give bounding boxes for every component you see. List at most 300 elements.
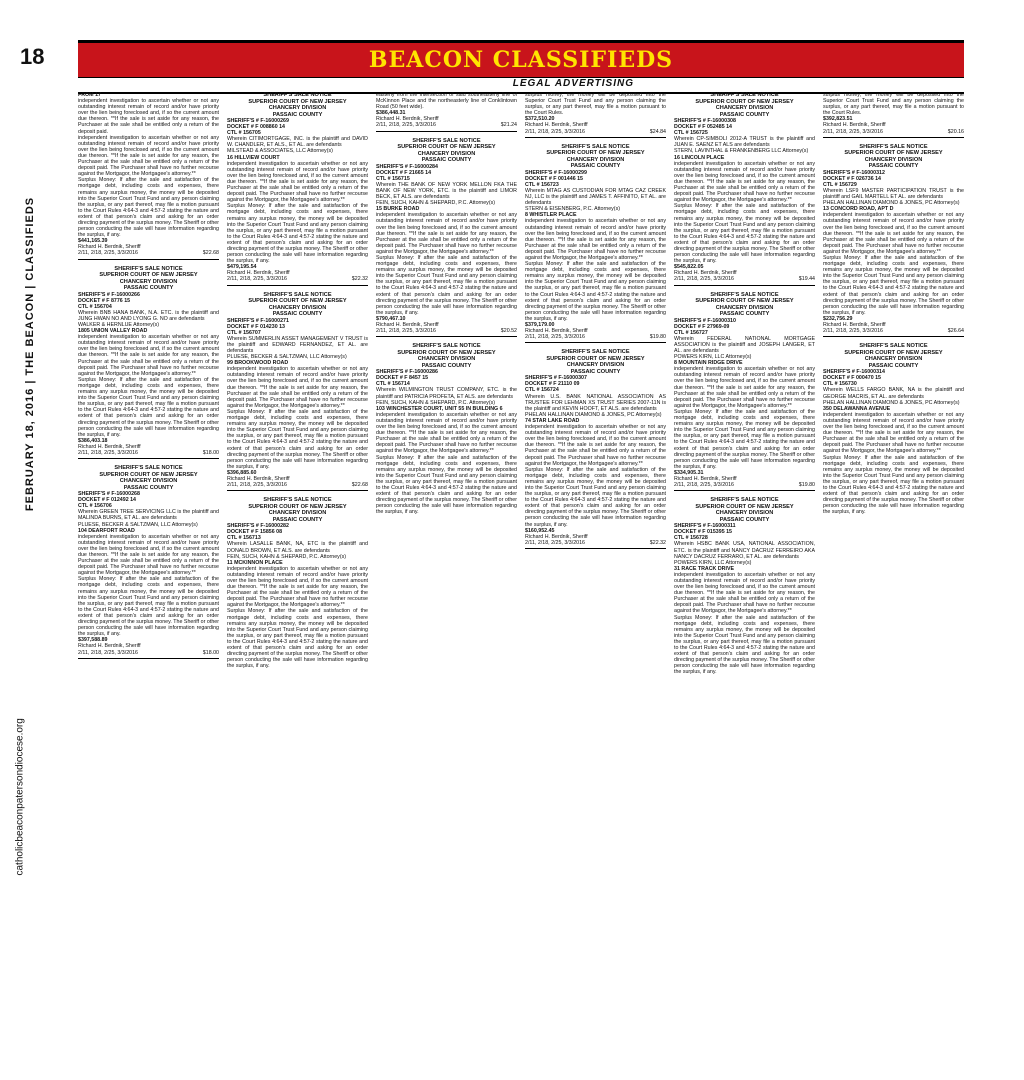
notice-header-line: SUPERIOR COURT OF NEW JERSEY	[248, 98, 347, 105]
publication-dates: 2/11, 2/18, 2/25, 3/3/2016	[525, 539, 585, 546]
notice-header-line: PASSAIC COUNTY	[719, 111, 770, 118]
publication-line	[525, 540, 666, 546]
notice-header-line: CHANCERY DIVISION	[417, 150, 476, 157]
notice-boilerplate: independent investigation to ascertain whether or not any outstanding interest remain of record and/or have priority over the lien being foreclosed and, if so the current amount due thereon. **If the sale is set aside for any reason, the Purchaser at the sale shall be entitled only a return of the deposit paid. The Purchaser shall have no further recourse against the Mortgagor, the Mortgagee's attorney.**	[525, 424, 666, 467]
notice-divider	[78, 458, 219, 459]
sheriff-signature: Richard H. Berdnik, Sheriff	[376, 322, 439, 328]
notice-id: CTL # 156729	[823, 181, 857, 188]
notice-id: SHERIFF'S # F-16000299	[525, 169, 587, 176]
property-address: 74 STAR LAKE ROAD	[525, 417, 580, 424]
notice-header-line: SHERIFF'S SALE NOTICE	[561, 143, 630, 150]
notice-header-line: CHANCERY DIVISION	[715, 510, 774, 517]
notice-header-line: SUPERIOR COURT OF NEW JERSEY	[695, 298, 794, 305]
notice-id: CTL # 156724	[525, 387, 559, 394]
publication-line	[227, 276, 368, 282]
publication-line	[823, 129, 964, 135]
notice-boilerplate: independent investigation to ascertain whether or not any outstanding interest remain of record and/or have priority over the lien being foreclosed and, if so the current amount due thereon. **If the sale is set aside for any reason, the Purchaser at the sale shall be entitled only a return of the deposit paid. The Purchaser shall have no further recourse against the Mortgagor, the Mortgagee's attorney.**	[376, 212, 517, 255]
approx-amount: $334,905.31	[674, 469, 704, 476]
sale-notice	[674, 497, 815, 675]
notice-divider	[376, 131, 517, 132]
notice-header-line: CHANCERY DIVISION	[119, 278, 178, 285]
notice-id: SHERIFF'S # F-16000311	[674, 523, 736, 530]
notice-header-line: PASSAIC COUNTY	[570, 368, 621, 375]
sheriff-signature: Richard H. Berdnik, Sheriff	[823, 122, 886, 129]
surplus-clause: Surplus Money: If after the sale and satisfaction of the mortgage debt, including costs and expenses, there remains any surplus money, the money will be deposited into the Superior Court Trust Fund and any person claiming the surplus, or any part thereof, may file a motion pursuant to the Court Rules 4:64-3 and 4:57-2 stating the nature and extent of that person's claim and asking for an order directing payment of the surplus money. The Sheriff or other person conducting the sale will have information regarding the surplus, if any.	[78, 376, 219, 438]
publication-dates: 2/11, 2/18, 2/25, 3/3/2016	[227, 482, 287, 489]
surplus-clause: Surplus Money: If after the sale and satisfaction of the mortgage debt, including costs and expenses, there remains any surplus money, the money will be deposited into the Superior Court Trust Fund and any person claiming the surplus, or any part thereof, may file a motion pursuant to the Court Rules 4:64-3 and 4:57-2 stating the nature and extent of that person's claim and asking for an order directing payment of the surplus money. The Sheriff or other person conducting the sale will have information regarding the surplus, if any.	[823, 254, 964, 316]
continued-from: FROM 17	[78, 92, 101, 98]
sale-notice	[674, 292, 815, 492]
notice-id: DOCKET # F 27969-09	[674, 323, 730, 330]
sale-notice	[674, 92, 815, 286]
publication-line	[376, 122, 517, 128]
notice-boilerplate: independent investigation to ascertain whether or not any outstanding interest remain of record and/or have priority over the lien being foreclosed and, if so the current amount due thereon. **If the sale is set aside for any reason, the Purchaser at the sale shall be entitled only a return of the deposit paid. The Purchaser shall have no further recourse against the Mortgagor, the Mortgagee's attorney.**	[78, 334, 219, 377]
notice-attorney: POWERS KIRN, LLC Attorney(s)	[674, 559, 752, 566]
notice-header-line: CHANCERY DIVISION	[268, 304, 327, 311]
notice-boilerplate: independent investigation to ascertain whether or not any outstanding interest remain of record and/or have priority over the lien being foreclosed and, if so the current amount due thereon. **If the sale is set aside for any reason, the Purchaser at the sale shall be entitled only a return of the deposit paid. The Purchaser shall have no further recourse against the Mortgagor, the Mortgagee's attorney.**	[674, 571, 815, 615]
notice-boilerplate: independent investigation to ascertain whether or not any outstanding interest remain of record and/or have priority over the lien being foreclosed and, if so the current amount due thereon. **If the sale is set aside for any reason, the Purchaser at the sale shall be entitled only a return of the deposit paid. The Purchaser shall have no further recourse against the Mortgagor, the Mortgagee's attorney.**	[823, 212, 964, 255]
publication-dates: 2/11, 2/18, 2/25, 3/3/2016	[823, 128, 883, 135]
surplus-clause: Surplus Money: If after the sale and satisfaction of the mortgage debt, including costs and expenses, there remains any surplus money, the money will be deposited into the Superior Court Trust Fund and any person claiming the surplus, or any part thereof, may file a motion pursuant to the Court Rules 4:64-3 and 4:57-2 stating the nature and extent of that person's claim and asking for an order directing payment of the surplus money. The Sheriff or other person conducting the sale will have information regarding the surplus, if any.	[525, 466, 666, 528]
publication-dates: 2/11, 2/18, 2/25, 3/3/2016	[823, 328, 883, 335]
notice-header-line: PASSAIC COUNTY	[421, 157, 472, 164]
approx-amount: $232,756.29	[823, 315, 853, 322]
notice-parties: Wherein FEDERAL NATIONAL MORTGAGE ASSOCIATION is the plaintiff and JOSEPH LANGER, ET AL. are defendants	[674, 335, 815, 354]
notice-id: DOCKET # F 052485 14	[674, 124, 732, 131]
publication-line	[674, 276, 815, 282]
notice-fee: $18.00	[202, 449, 219, 456]
notice-header-line: PASSAIC COUNTY	[272, 111, 323, 118]
sheriff-signature: Richard H. Berdnik, Sheriff	[525, 122, 588, 129]
property-address: 350 DELAWANNA AVENUE	[823, 405, 891, 412]
publication-dates: 2/11, 2/18, 2/25, 3/3/2016	[525, 128, 585, 135]
approx-amount: $160,952.45	[525, 527, 555, 534]
notice-id: SHERIFF'S # F-16000271	[227, 317, 289, 324]
notice-header-line: PASSAIC COUNTY	[719, 516, 770, 523]
notice-header-line: PASSAIC COUNTY	[272, 311, 323, 318]
notice-header-line: SHERIFF'S SALE NOTICE	[263, 92, 332, 98]
notice-parties: Wherein LSF9 MASTER PARTICIPATION TRUST is the plaintiff and GAIL MARTELL ET AL. are defendants	[823, 187, 964, 201]
notice-fee: $22.68	[202, 250, 219, 257]
notice-id: SHERIFF'S # F-16000308	[674, 118, 736, 124]
sheriff-signature: Richard H. Berdnik, Sheriff	[525, 533, 588, 540]
property-address: 11 MCKINNON PLACE	[227, 559, 283, 566]
notice-attorney: STERN & EISENBERG, P.C. Attorney(s)	[525, 206, 620, 213]
notice-header	[78, 465, 219, 491]
notice-divider	[376, 336, 517, 337]
publication-line	[227, 482, 368, 488]
notice-parties: surplus money, the money will be deposited into the Superior Court Trust Fund and any person claiming the surplus, or any part thereof, may file a motion pursuant to the Court Rules.	[525, 92, 666, 117]
notice-boilerplate: independent investigation to ascertain whether or not any outstanding interest remain of record and/or have priority over the lien being foreclosed and, if so the current amount due thereon. **If the sale is set aside for any reason, the Purchaser at the sale shall be entitled only a return of the deposit paid. The Purchaser shall have no further recourse against the Mortgagor, the Mortgagee's attorney.**	[227, 160, 368, 204]
side-rail	[18, 80, 44, 640]
notice-fee: $20.52	[500, 328, 517, 335]
notice-fee: $24.84	[649, 128, 666, 135]
notice-header-line: PASSAIC COUNTY	[570, 163, 621, 170]
surplus-clause: Surplus Money: If after the sale and satisfaction of the mortgage debt, including costs and expenses, there remains any surplus money, the money will be deposited into the Superior Court Trust Fund and any person claiming the surplus, or any part thereof, may file a motion pursuant to the Court Rules 4:64-3 and 4:57-2 stating the nature and extent of that person's claim and asking for an order directing payment of the surplus money. The Sheriff or other person conducting the sale will have information regarding the surplus, if any.	[376, 454, 517, 516]
property-address: 13 CONCORD ROAD, APT D	[823, 206, 894, 213]
sheriff-signature: Richard H. Berdnik, Sheriff	[674, 270, 737, 277]
approx-amount: $790,467.10	[376, 315, 406, 322]
notice-header-line: SHERIFF'S SALE NOTICE	[859, 143, 928, 150]
surplus-clause: Surplus Money: If after the sale and satisfaction of the mortgage debt, including costs and expenses, there remains any surplus money, the money will be deposited into the Superior Court Trust Fund and any person claiming the surplus, or any part thereof, may file a motion pursuant to the Court Rules 4:64-3 and 4:57-2 stating the nature and extent of that person's claim and asking for an order directing payment of the surplus money. The Sheriff or other person conducting the sale will have information regarding the surplus, if any.	[227, 608, 368, 670]
notice-id: DOCKET # F 000470 15	[823, 375, 881, 382]
column-6	[823, 92, 964, 1072]
notice-divider	[823, 137, 964, 138]
notice-header-line: PASSAIC COUNTY	[272, 516, 323, 523]
property-address: 16 HILLVIEW COURT	[227, 154, 280, 161]
notice-header-line: SUPERIOR COURT OF NEW JERSEY	[546, 355, 645, 362]
sheriff-signature: Richard H. Berdnik, Sheriff	[525, 328, 588, 335]
notice-attorney: PHELAN HALLINAN DIAMOND & JONES, PC Attorney(s)	[525, 411, 662, 418]
notice-id: SHERIFF'S # F-16000268	[78, 491, 140, 498]
notice-id: CTL # 156715	[376, 175, 410, 182]
notice-fee: $19.80	[649, 334, 666, 341]
notice-id: SHERIFF'S # F-16000312	[823, 169, 885, 176]
notice-header-line: PASSAIC COUNTY	[868, 163, 919, 170]
sale-notice	[376, 343, 517, 515]
sale-notice	[227, 292, 368, 492]
publication-line	[674, 482, 815, 488]
notice-header-line: CHANCERY DIVISION	[715, 105, 774, 111]
surplus-clause: Surplus Money: If after the sale and satisfaction of the mortgage debt, including costs and expenses, there remains any surplus money, the money will be deposited into the Superior Court Trust Fund and any person claiming the surplus, or any part thereof, may file a motion pursuant to the Court Rules 4:64-3 and 4:57-2 stating the nature and extent of that person's claim and asking for an order directing payment of the surplus money. The Sheriff or other person conducting the sale will have information regarding the surplus, if any.	[823, 454, 964, 516]
notice-boilerplate: independent investigation to ascertain whether or not any outstanding interest remain of record and/or have priority over the lien being foreclosed and, if so the current amount due thereon. **If the sale is set aside for any reason, the Purchaser at the sale shall be entitled only a return of the deposit paid. The Purchaser shall have no further recourse against the Mortgagor, the Mortgagee's attorney.**	[823, 411, 964, 455]
classifieds-banner	[78, 40, 964, 77]
notice-header	[78, 266, 219, 292]
publication-dates: 2/11, 2/18, 2/25, 3/3/2016	[227, 276, 287, 283]
surplus-clause: Surplus Money: If after the sale and satisfaction of the mortgage debt, including costs and expenses, there remains any surplus money, the money will be deposited into the Superior Court Trust Fund and any person claiming the surplus, or any part thereof, may file a motion pursuant to the Court Rules 4:64-3 and 4:57-2 stating the nature and extent of that person's claim and asking for an order directing payment of the surplus money. The Sheriff or other person conducting the sale will have information regarding the surplus, if any.	[78, 576, 219, 638]
notice-divider	[823, 336, 964, 337]
notice-id: SHERIFF'S # F-16000314	[823, 369, 885, 376]
notice-parties: Wherein CITIMORTGAGE, INC. is the plaintiff and DAVID W. CHANDLER, ET ALS., ET AL. are defendants	[227, 136, 368, 149]
notice-id: DOCKET # F 015395 15	[674, 529, 732, 536]
notice-fee: $22.32	[649, 539, 666, 546]
notice-header-line: CHANCERY DIVISION	[268, 510, 327, 517]
column-3	[376, 92, 517, 1072]
notice-id: CTL # 156713	[227, 535, 261, 542]
notice-boilerplate: independent investigation to ascertain whether or not any outstanding interest remain of record and/or have priority over the lien being foreclosed and, if so the current amount due thereon. **If the sale is set aside for any reason, the Purchaser at the sale shall be entitled only a return of the deposit paid. The Purchaser shall have no further recourse against the Mortgagor, the Mortgagee's attorney.**	[227, 366, 368, 409]
notice-header	[674, 292, 815, 318]
property-address: 31 RACE TRACK DRIVE	[674, 565, 735, 572]
notice-header	[227, 292, 368, 318]
notice-id: SHERIFF'S # F-16000282	[227, 523, 289, 530]
publication-dates: 2/11, 2/18, 2/25, 3/3/2016	[376, 328, 436, 335]
sheriff-signature: Richard H. Berdnik, Sheriff	[78, 244, 141, 251]
column-1	[78, 92, 219, 1072]
property-address: 16 LINCOLN PLACE	[674, 154, 725, 161]
sheriff-signature: Richard H. Berdnik, Sheriff	[376, 116, 439, 123]
publication-dates: 2/11, 2/18, 2/25, 3/3/2016	[674, 482, 734, 489]
notice-fee: $21.24	[500, 122, 517, 129]
notice-parties: Wherein CP-SIMBOLI 2012-A TRUST is the plaintiff and JUAN E. SAENZ ET ALS are defendants	[674, 136, 815, 149]
notice-id: CTL # 156728	[674, 535, 708, 542]
notice-id: DOCKET # F 001446 15	[525, 175, 583, 182]
notice-parties: Wherein WELLS FARGO BANK, NA is the plaintiff and GEORGE MACRIS, ET AL. are defendants	[823, 387, 964, 400]
notice-divider	[674, 285, 815, 286]
notice-address	[376, 406, 517, 412]
notice-header-line: CHANCERY DIVISION	[715, 304, 774, 311]
notice-parties: Wherein LASALLE BANK, NA, ETC is the plaintiff and DONALD BROWN, ET ALS. are defendants	[227, 541, 368, 554]
approx-amount: $479,195.54	[227, 264, 257, 271]
notice-header-line: SHERIFF'S SALE NOTICE	[114, 265, 183, 272]
notice-parties: Wherein GREEN TREE SERVICING LLC is the plaintiff and MALINDA BURNS, ET AL. are defendants	[78, 509, 219, 522]
notice-columns	[78, 92, 964, 1072]
notice-header-line: CHANCERY DIVISION	[417, 356, 476, 363]
sale-notice	[376, 92, 517, 132]
sale-notice	[823, 343, 964, 515]
publication-line	[376, 328, 517, 334]
property-address: 15 BURKE ROAD	[376, 206, 420, 213]
notice-fee: $22.68	[351, 482, 368, 489]
surplus-clause: Surplus Money: If after the sale and satisfaction of the mortgage debt, including costs and expenses, there remains any surplus money, the money will be deposited into the Superior Court Trust Fund and any person claiming the surplus, or any part thereof, may file a motion pursuant to the Court Rules 4:64-3 and 4:57-2 stating the nature and extent of that person's claim and asking for an order directing payment of the surplus money. The Sheriff or other person conducting the sale will have information regarding the surplus, if any.	[674, 408, 815, 470]
section-subtitle: LEGAL ADVERTISING	[512, 78, 634, 89]
notice-header	[376, 343, 517, 369]
notice-header-line: SHERIFF'S SALE NOTICE	[412, 137, 481, 144]
notice-parties: easterly from the intersection of said southeasterly line of McKinnon Place and the northeasterly line of Conklintown Road (50 feet wide).	[376, 92, 517, 111]
property-address: 103 WINCHESTER COURT, UNIT 55 IN BUILDING 6	[376, 405, 503, 412]
publication-dates: 2/11, 2/18, 2/25, 3/3/2016	[78, 449, 138, 456]
property-address: 8 WHISTLER PLACE	[525, 212, 577, 219]
notice-divider	[674, 490, 815, 491]
property-address: 99 BROOKWOOD ROAD	[227, 360, 289, 367]
publication-line	[823, 328, 964, 334]
notice-parties: Wherein U.S. BANK NATIONAL ASSOCIATION AS TRUSTEE FOR LEHMAN XS TRUST SERIES 2007-11N is the plaintiff and KEVIN HOOFT, ET ALS. are defendants	[525, 393, 666, 412]
publication-line	[525, 129, 666, 135]
notice-boilerplate: independent investigation to ascertain whether or not any outstanding interest remain of record and/or have priority over the lien being foreclosed and, if so the current amount due thereon. **If the sale is set aside for any reason, the Purchaser at the sale shall be entitled only a return of the deposit paid. The Purchaser shall have no further recourse against the Mortgagor, the Mortgagee's attorney.**	[674, 160, 815, 204]
notice-parties: Wherein SUMMERLIN ASSET MANAGEMENT V TRUST is the plaintiff and EDWARD FERNANDEZ, ET AL. are defendants	[227, 335, 368, 354]
approx-amount: $372,510.20	[525, 116, 555, 123]
notice-header-line: SHERIFF'S SALE NOTICE	[263, 291, 332, 298]
surplus-clause: Surplus Money: If after the sale and satisfaction of the mortgage debt, including costs and expenses, there remains any surplus money, the money will be deposited into the Superior Court Trust Fund and any person claiming the surplus, or any part thereof, may file a motion pursuant to the Court Rules 4:64-3 and 4:57-2 stating the nature and extent of that person's claim and asking for an order directing payment of the surplus money. The Sheriff or other person conducting the sale will have information regarding the surplus, if any.	[78, 177, 219, 239]
notice-attorney: STERN, LAVINTHAL & FRANKENBERG LLC Attorney(s)	[674, 148, 809, 155]
notice-header-line: SUPERIOR COURT OF NEW JERSEY	[695, 98, 794, 105]
notice-id: SHERIFF'S # F-16000310	[674, 317, 736, 324]
notice-id: DOCKET # F 21110 09	[525, 381, 580, 388]
surplus-clause: Surplus Money: If after the sale and satisfaction of the mortgage debt, including costs and expenses, there remains any surplus money, the money will be deposited into the Superior Court Trust Fund and any person claiming the surplus, or any part thereof, may file a motion pursuant to the Court Rules 4:64-3 and 4:57-2 stating the nature and extent of that person's claim and asking for an order directing payment of the surplus money. The Sheriff or other person conducting the sale will have information regarding the surplus, if any.	[376, 254, 517, 316]
notice-parties: Wherein BNB HANA BANK, N.A. ETC. is the plaintiff and JUNG HWAN NO AND LYONG G. NO are defendants	[78, 309, 219, 322]
notice-header	[525, 349, 666, 375]
notice-id: DOCKET # F 014230 13	[227, 323, 285, 330]
approx-amount: $397,588.89	[78, 637, 108, 644]
notice-id: SHERIFF'S # F-16000266	[78, 291, 140, 298]
notice-header-line: PASSAIC COUNTY	[421, 362, 472, 369]
notice-divider	[78, 658, 219, 659]
notice-id: CTL # 156730	[823, 381, 857, 388]
property-address: 104 DEARFORT ROAD	[78, 527, 135, 534]
notice-header-line: SUPERIOR COURT OF NEW JERSEY	[248, 298, 347, 305]
sale-notice	[823, 144, 964, 338]
notice-header-line: SHERIFF'S SALE NOTICE	[114, 465, 183, 472]
notice-divider	[525, 548, 666, 549]
surplus-clause: Surplus Money: If after the sale and satisfaction of the mortgage debt, including costs and expenses, there remains any surplus money, the money will be deposited into the Superior Court Trust Fund and any person claiming the surplus, or any part thereof, may file a motion pursuant to the Court Rules 4:64-3 and 4:57-2 stating the nature and extent of that person's claim and asking for an order directing payment of the surplus money. The Sheriff or other person conducting the sale will have information regarding the surplus, if any.	[674, 614, 815, 676]
notice-header-line: SUPERIOR COURT OF NEW JERSEY	[844, 150, 943, 157]
section-label: FEBRUARY 18, 2016 | THE BEACON | CLASSIFIEDS	[24, 196, 36, 512]
sheriff-signature: Richard H. Berdnik, Sheriff	[674, 475, 737, 482]
notice-id: DOCKET # F 21665 14	[376, 169, 432, 176]
notice-id: SHERIFF'S # F-16000307	[525, 375, 587, 382]
notice-header-line: CHANCERY DIVISION	[119, 478, 178, 485]
notice-header	[376, 138, 517, 164]
notice-fee: $19.44	[798, 276, 815, 283]
website-url[interactable]: catholicbeaconpatersondiocese.org	[14, 718, 26, 876]
notice-header-line: SHERIFF'S SALE NOTICE	[859, 343, 928, 350]
property-address: 1805 UNION VALLEY ROAD	[78, 328, 148, 335]
notice-id: CTL # 156705	[227, 130, 261, 137]
sale-notice	[823, 92, 964, 138]
notice-id: DOCKET # F 8457 15	[376, 375, 429, 382]
notice-boilerplate: independent investigation to ascertain whether or not any outstanding interest remain of record and/or have priority over the lien being foreclosed and, if so the current amount due thereon. **If the sale is set aside for any reason, the Purchaser at the sale shall be entitled only a return of the deposit paid. The Purchaser shall have no further recourse against the Mortgagor, the Mortgagee's attorney.**	[674, 366, 815, 409]
notice-id: CTL # 156725	[674, 130, 708, 137]
notice-boilerplate: independent investigation to ascertain whether or not any outstanding interest remain of record and/or have priority over the lien being foreclosed and, if so the current amount due thereon. **If the sale is set aside for any reason, the Purchaser at the sale shall be entitled only a return of the deposit paid. The Purchaser shall have no further recourse against the Mortgagor, the Mortgagee's attorney.**	[78, 533, 219, 577]
surplus-clause: Surplus Money: If after the sale and satisfaction of the mortgage debt, including costs and expenses, there remains any surplus money, the money will be deposited into the Superior Court Trust Fund and any person claiming the surplus, or any part thereof, may file a motion pursuant to the Court Rules 4:64-3 and 4:57-2 stating the nature and extent of that person's claim and asking for an order directing payment of the surplus money. The Sheriff or other person conducting the sale will have information regarding the surplus, if any.	[525, 261, 666, 322]
publication-line	[78, 450, 219, 456]
notice-header-line: CHANCERY DIVISION	[566, 362, 625, 369]
sale-notice	[525, 92, 666, 138]
notice-fee: $20.16	[947, 128, 964, 135]
approx-amount: $545,822.05	[674, 264, 704, 271]
approx-amount: $386,403.18	[78, 437, 108, 444]
notice-attorney: MILSTEAD & ASSOCIATES, LLC Attorney(s)	[227, 148, 333, 155]
notice-header-line: SUPERIOR COURT OF NEW JERSEY	[99, 272, 198, 279]
page-number: 18	[20, 44, 45, 69]
notice-attorney: WALKER & HERNLUE Attorney(s)	[78, 322, 160, 328]
notice-header-line: CHANCERY DIVISION	[566, 156, 625, 163]
notice-header	[674, 497, 815, 523]
notice-id: DOCKET # F 15856 08	[227, 529, 283, 536]
notice-id: DOCKET # F 026736 14	[823, 175, 881, 182]
publication-dates: 2/11, 2/18, 2/25, 3/3/2016	[78, 649, 138, 656]
sheriff-signature: Richard H. Berdnik, Sheriff	[78, 443, 141, 450]
publication-dates: 2/11, 2/18, 2/25, 3/3/2016	[525, 334, 585, 341]
publication-line	[525, 334, 666, 340]
notice-header-line: SHERIFF'S SALE NOTICE	[561, 349, 630, 356]
notice-parties: Wherein WILMINGTON TRUST COMPANY, ETC. is the plaintiff and PATRICIA PROFETA, ET ALS. are defendants	[376, 387, 517, 400]
notice-header-line: SHERIFF'S SALE NOTICE	[412, 343, 481, 350]
column-2	[227, 92, 368, 1072]
notice-header-line: SUPERIOR COURT OF NEW JERSEY	[397, 349, 496, 356]
sale-notice	[227, 92, 368, 286]
notice-header-line: SUPERIOR COURT OF NEW JERSEY	[248, 503, 347, 510]
approx-amount: $386,448.31	[376, 110, 406, 117]
notice-boilerplate: independent investigation to ascertain whether or not any outstanding interest remain of record and/or have priority over the lien being foreclosed and, if so the current amount due thereon. **If the sale is set aside for any reason, the Purchaser at the sale shall be entitled only a return of the deposit paid. The Purchaser shall have no further recourse against the Mortgagor, the Mortgagee's attorney.**	[376, 411, 517, 455]
notice-attorney: PLUESE, BECKER & SALTZMAN, LLC Attorney(s)	[227, 354, 347, 361]
notice-header-line: CHANCERY DIVISION	[864, 356, 923, 363]
publication-dates: 2/11, 2/18, 2/25, 3/3/2016	[674, 276, 734, 283]
notice-header-line: CHANCERY DIVISION	[864, 156, 923, 163]
notice-header-line: SUPERIOR COURT OF NEW JERSEY	[546, 150, 645, 157]
approx-amount: $392,823.51	[823, 116, 853, 123]
notice-attorney: PHELAN HALLINAN DIAMOND & JONES, PC Attorney(s)	[823, 399, 960, 406]
notice-divider	[227, 490, 368, 491]
notice-id: SHERIFF'S # F-16000269	[227, 118, 289, 124]
publication-line	[78, 650, 219, 656]
notice-id: DOCKET # F 8776 15	[78, 297, 131, 304]
notice-header	[525, 144, 666, 170]
sale-notice	[78, 266, 219, 460]
notice-header-line: SHERIFF'S SALE NOTICE	[263, 497, 332, 504]
notice-id: CTL # 156706	[78, 503, 112, 510]
notice-id: SHERIFF'S # F-16000286	[376, 369, 438, 376]
sale-notice	[525, 349, 666, 549]
notice-header-line: PASSAIC COUNTY	[123, 285, 174, 292]
notice-attorney: FEIN, SUCH, KAHN & SHEPARD, P.C. Attorney(s)	[376, 200, 496, 207]
notice-attorney: FEIN, SUCH, KAHN & SHEPARD, P.C. Attorney(s)	[227, 553, 347, 560]
notice-header-line: SUPERIOR COURT OF NEW JERSEY	[695, 503, 794, 510]
notice-id: SHERIFF'S # F-16000284	[376, 163, 438, 170]
notice-boilerplate: independent investigation to ascertain whether or not any outstanding interest remain of record and/or have priority over the lien being foreclosed and, if so the current amount due thereon. **If the sale is set aside for any reason, the Purchaser at the sale shall be entitled only a return of the deposit paid. The Purchaser shall have no further recourse against the Mortgagor, the Mortgagee's attorney.**	[78, 134, 219, 178]
sheriff-signature: Richard H. Berdnik, Sheriff	[227, 270, 290, 277]
notice-text: independent investigation to ascertain whether or not any outstanding interest remain of record and/or have priority over the lien being foreclosed and, if so the current amount due thereon. **If the sale is set aside for any reason, the Purchaser at the sale shall be entitled only a return of the deposit paid.	[78, 98, 219, 135]
notice-header-line: SUPERIOR COURT OF NEW JERSEY	[397, 144, 496, 151]
notice-header-line: SUPERIOR COURT OF NEW JERSEY	[844, 349, 943, 356]
banner-title: BEACON CLASSIFIEDS	[368, 47, 674, 73]
column-4	[525, 92, 666, 1072]
notice-divider	[525, 342, 666, 343]
notice-divider	[525, 137, 666, 138]
approx-amount: $441,165.39	[78, 238, 108, 245]
approx-amount: $379,179.00	[525, 322, 555, 328]
publication-dates: 2/11, 2/18, 2/25, 3/3/2016	[376, 122, 436, 129]
publication-line	[78, 250, 219, 256]
surplus-clause: Surplus Money: If after the sale and satisfaction of the mortgage debt, including costs and expenses, there remains any surplus money, the money will be deposited into the Superior Court Trust Fund and any person claiming the surplus, or any part thereof, may file a motion pursuant to the Court Rules 4:64-3 and 4:57-2 stating the nature and extent of that person's claim and asking for an order directing payment of the surplus money. The Sheriff or other person conducting the sale will have information regarding the surplus, if any.	[674, 203, 815, 265]
notice-fee: $18.00	[202, 649, 219, 656]
notice-header-line: SUPERIOR COURT OF NEW JERSEY	[99, 471, 198, 478]
sale-notice	[525, 144, 666, 344]
notice-header	[674, 92, 815, 118]
notice-fee: $26.64	[947, 328, 964, 335]
sale-notice	[227, 497, 368, 669]
surplus-clause: Surplus Money: If after the sale and satisfaction of the mortgage debt, including costs and expenses, there remains any surplus money, the money will be deposited into the Superior Court Trust Fund and any person claiming the surplus, or any part thereof, may file a motion pursuant to the Court Rules 4:64-3 and 4:57-2 stating the nature and extent of that person's claim and asking for an order directing payment of the surplus money. The Sheriff or other person conducting the sale will have information regarding the surplus, if any.	[227, 203, 368, 265]
notice-divider	[227, 285, 368, 286]
notice-attorney: PLUESE, BECKER & SALTZMAN, LLC Attorney(s)	[78, 521, 198, 528]
notice-id: DOCKET # F 008860 14	[227, 124, 285, 131]
notice-divider	[78, 259, 219, 260]
property-address: 8 MOUNTAIN RIDGE DRIVE	[674, 360, 743, 367]
notice-attorney: PHELAN HALLINAN DIAMOND & JONES, PC Attorney(s)	[823, 200, 960, 207]
notice-header-line: PASSAIC COUNTY	[123, 484, 174, 491]
notice-attorney: POWERS KIRN, LLC Attorney(s)	[674, 354, 752, 361]
notice-id: CTL # 156714	[376, 381, 410, 388]
notice-header	[227, 92, 368, 118]
sheriff-signature: Richard H. Berdnik, Sheriff	[227, 475, 290, 482]
notice-header-line: SHERIFF'S SALE NOTICE	[710, 92, 779, 98]
notice-parties: surplus money, the money will be deposited into the Superior Court Trust Fund and any person claiming the surplus, or any part thereof, may file a motion pursuant to the Court Rules.	[823, 92, 964, 117]
sale-notice	[78, 465, 219, 659]
notice-fee: $22.32	[351, 276, 368, 283]
notice-header	[823, 144, 964, 170]
sale-notice	[376, 138, 517, 338]
notice-boilerplate: independent investigation to ascertain whether or not any outstanding interest remain of record and/or have priority over the lien being foreclosed and, if so the current amount due thereon. **If the sale is set aside for any reason, the Purchaser at the sale shall be entitled only a return of the deposit paid. The Purchaser shall have no further recourse against the Mortgagor, the Mortgagee's attorney.**	[525, 218, 666, 261]
notice-header-line: SHERIFF'S SALE NOTICE	[710, 497, 779, 504]
publication-dates: 2/11, 2/18, 2/25, 3/3/2016	[78, 250, 138, 257]
notice-id: DOCKET # F 012492 14	[78, 497, 136, 504]
notice-parties: Wherein MTAG AS CUSTODIAN FOR MTAG CAZ CREEK NJ, LLC is the plaintiff and JAMES T. AFFINITO, ET AL. are defendants	[525, 187, 666, 207]
column-5	[674, 92, 815, 1072]
sheriff-signature: Richard H. Berdnik, Sheriff	[78, 643, 141, 650]
approx-amount: $396,885.60	[227, 469, 257, 476]
sale-notice	[78, 92, 219, 260]
notice-id: CTL # 156707	[227, 329, 261, 336]
notice-parties: Wherein THE BANK OF NEW YORK MELLON FKA THE BANK OF NEW YORK, ETC. is the plaintiff and LIMOR BECK, ET ALS. are defendants	[376, 181, 517, 201]
notice-header	[823, 343, 964, 369]
notice-header-line: CHANCERY DIVISION	[268, 105, 327, 111]
notice-fee: $19.80	[798, 482, 815, 489]
notice-id: CTL # 156723	[525, 181, 559, 188]
surplus-clause: Surplus Money: If after the sale and satisfaction of the mortgage debt, including costs and expenses, there remains any surplus money, the money will be deposited into the Superior Court Trust Fund and any person claiming the surplus, or any part thereof, may file a motion pursuant to the Court Rules 4:64-3 and 4:57-2 stating the nature and extent of that person's claim and asking for an order directing payment of the surplus money. The Sheriff or other person conducting the sale will have information regarding the surplus, if any.	[227, 408, 368, 470]
notice-id: CTL # 156727	[674, 329, 708, 336]
notice-header-line: PASSAIC COUNTY	[719, 311, 770, 318]
notice-header-line: PASSAIC COUNTY	[868, 362, 919, 369]
sheriff-signature: Richard H. Berdnik, Sheriff	[823, 322, 886, 328]
